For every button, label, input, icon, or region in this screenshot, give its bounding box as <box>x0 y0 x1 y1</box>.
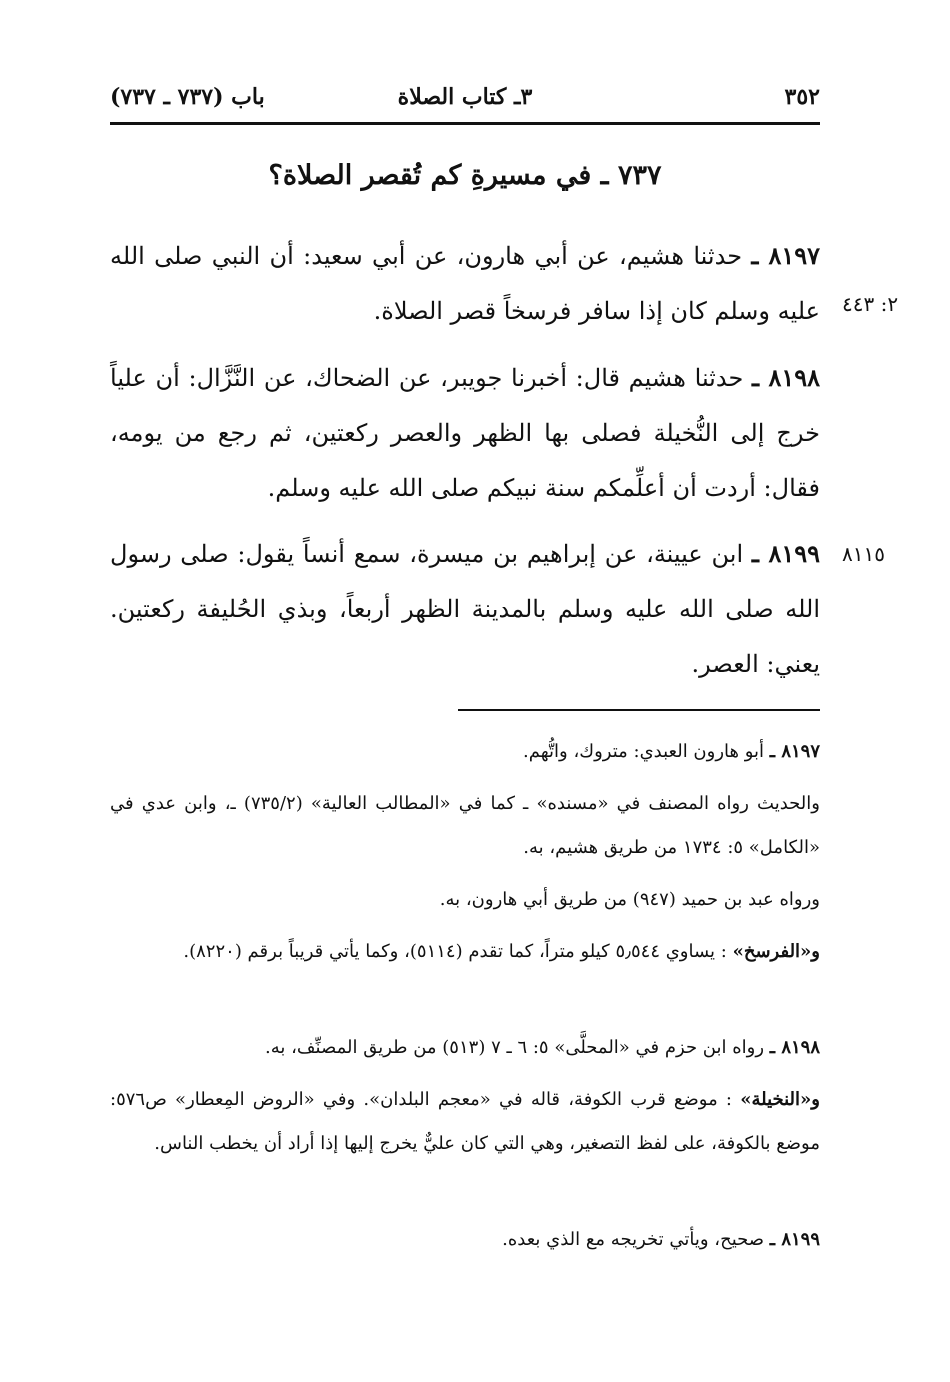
hadith-text: حدثنا هشيم، عن أبي هارون، عن أبي سعيد: أن النبي صلى الله عليه وسلم كان إذا سافر فرسخاً قصر الصلاة. <box>110 242 820 325</box>
chapter-range: باب (٧٣٧ ـ ٧٣٧) <box>110 84 265 110</box>
page-number: ٣٥٢ <box>784 84 820 110</box>
footnote-text: : موضع قرب الكوفة، قاله في «معجم البلدان». وفي «الروض المِعطار» ص٥٧٦: موضع بالكوفة، على لفظ التصغير، وهي التي كان عليٌّ يخرج إليها إذا أراد أن يخطب الناس. <box>110 1089 820 1154</box>
margin-reference: ٨١١٥ <box>842 542 885 566</box>
footnote <box>110 1026 820 1070</box>
footnote <box>110 782 820 870</box>
footnote-text: صحيح، ويأتي تخريجه مع الذي بعده. <box>502 1229 765 1250</box>
footnote-separator <box>458 709 820 711</box>
footnote-term: و«النخيلة» <box>740 1089 820 1110</box>
hadith-number: ٨١٩٨ ـ <box>751 363 820 392</box>
hadith-text: حدثنا هشيم قال: أخبرنا جويبر، عن الضحاك، عن النَّزَّال: أن علياً خرج إلى النُّخيلة فصلى بها الظهر والعصر ركعتين، ثم رجع من يومه، فقال: أردت أن أعلِّمكم سنة نبيكم صلى الله عليه وسلم. <box>110 364 820 502</box>
header-rule <box>110 122 820 125</box>
footnote-term: و«الفرسخ» <box>732 941 820 962</box>
footnote-text: رواه ابن حزم في «المحلَّى» ٥: ٦ ـ ٧ (٥١٣) من طريق المصنِّف، به. <box>265 1037 765 1058</box>
footnote <box>110 1078 820 1166</box>
footnote-text: والحديث رواه المصنف في «مسنده» ـ كما في «المطالب العالية» (٧٣٥/٢) ـ، وابن عدي في «الكامل» ٥: ١٧٣٤ من طريق هشيم، به. <box>110 793 820 858</box>
hadith-paragraph <box>110 350 820 516</box>
footnote-number: ٨١٩٨ ـ <box>769 1037 820 1058</box>
hadith-text: ابن عيينة، عن إبراهيم بن ميسرة، سمع أنساً يقول: صلى رسول الله صلى الله عليه وسلم بالمدينة الظهر أربعاً، وبذي الحُليفة ركعتين. يعني: العصر. <box>110 540 820 678</box>
book-title: ٣ـ كتاب الصلاة <box>397 84 533 110</box>
footnote <box>110 930 820 974</box>
footnote-text: : يساوي ٥٫٥٤٤ كيلو متراً، كما تقدم (٥١١٤)، وكما يأتي قريباً برقم (٨٢٢٠). <box>183 941 727 962</box>
footnote <box>110 730 820 774</box>
hadith-number: ٨١٩٩ ـ <box>751 539 820 568</box>
chapter-title: ٧٣٧ ـ في مسيرةِ كم تُقصر الصلاة؟ <box>268 160 662 191</box>
hadith-paragraph <box>110 526 820 692</box>
footnote-number: ٨١٩٧ ـ <box>769 741 820 762</box>
footnote <box>110 878 820 922</box>
margin-reference: ٢: ٤٤٣ <box>842 292 899 316</box>
hadith-paragraph <box>110 228 820 339</box>
footnote-number: ٨١٩٩ ـ <box>769 1229 820 1250</box>
footnote <box>110 1218 820 1262</box>
footnote-text: أبو هارون العبدي: متروك، واتُّهم. <box>523 741 765 762</box>
hadith-number: ٨١٩٧ ـ <box>751 241 821 270</box>
running-header <box>110 78 820 114</box>
footnote-text: ورواه عبد بن حميد (٩٤٧) من طريق أبي هارون، به. <box>439 889 820 910</box>
